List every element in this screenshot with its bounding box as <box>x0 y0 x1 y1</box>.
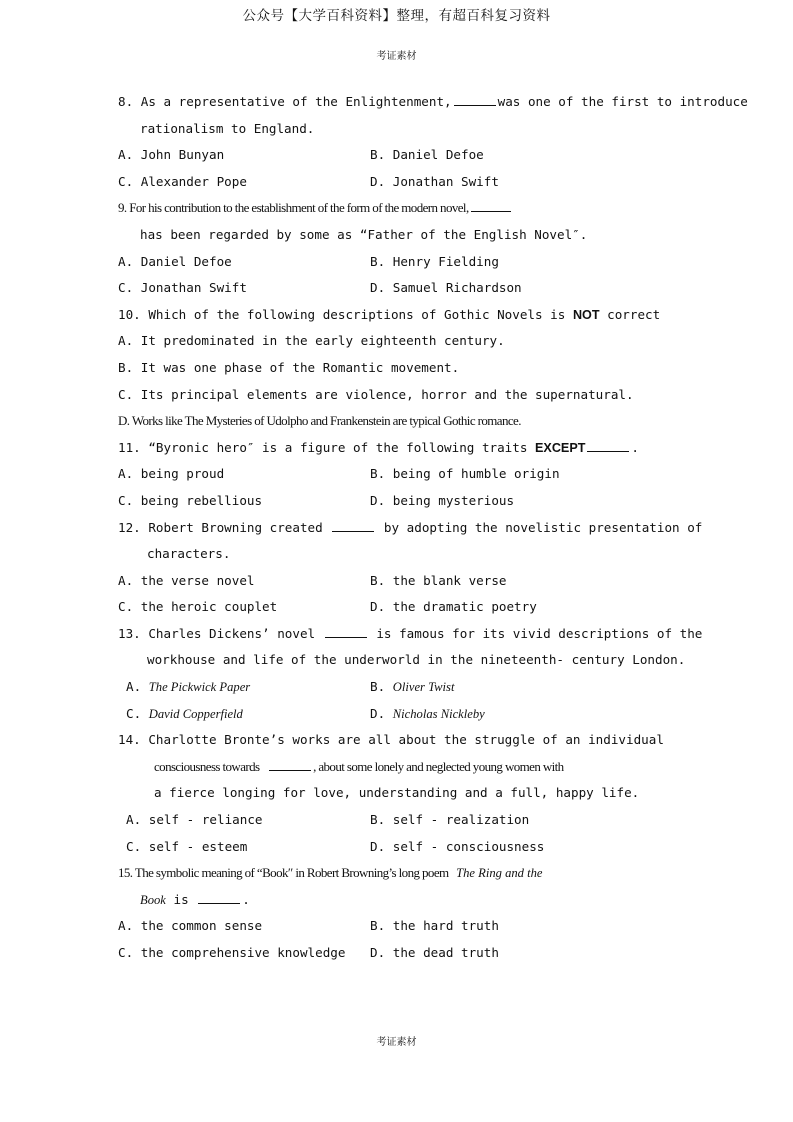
option-b: B. being of humble origin <box>370 466 560 482</box>
answer-blank <box>471 199 511 212</box>
question-9-options-ab <box>118 252 678 279</box>
question-10: 10. Which of the following descriptions of Gothic Novels is NOT correct <box>118 306 661 322</box>
option-d: D. being mysterious <box>370 492 515 508</box>
question-list <box>118 92 748 970</box>
question-13-options-cd <box>118 704 678 731</box>
question-8-options-ab <box>118 145 678 172</box>
question-14-options-ab <box>118 810 678 837</box>
option-a: A. the common sense <box>118 918 263 934</box>
option-c: C. being rebellious <box>118 492 263 508</box>
option-c: C. David Copperfield <box>126 705 243 721</box>
answer-blank <box>325 625 367 638</box>
question-8-options-cd <box>118 172 678 199</box>
question-9-options-cd <box>118 278 678 305</box>
question-12-cont: characters. <box>147 546 231 562</box>
question-15-options-ab <box>118 916 678 943</box>
option-b: B. Henry Fielding <box>370 253 499 269</box>
question-11: 11. “Byronic hero″ is a figure of the following traits EXCEPT . <box>118 439 640 455</box>
question-12-options-ab <box>118 571 678 598</box>
question-14-cont-1: consciousness towards , about some lonely and neglected young women with <box>154 758 564 774</box>
emphasis-except: EXCEPT <box>535 440 586 455</box>
option-a: A. The Pickwick Paper <box>126 679 251 695</box>
option-a: A. self - reliance <box>126 812 263 828</box>
answer-blank <box>587 439 629 452</box>
question-15-cont: Book is . <box>140 891 250 907</box>
question-14: 14. Charlotte Bronte’s works are all about the struggle of an individual <box>118 732 664 748</box>
answer-blank <box>269 758 311 771</box>
option-c: C. self - esteem <box>126 838 248 854</box>
option-c: C. the heroic couplet <box>118 599 278 615</box>
option-c: C. Jonathan Swift <box>118 280 247 296</box>
option-d: D. Nicholas Nickleby <box>370 705 485 721</box>
poem-title: The Ring and the <box>456 866 543 881</box>
option-b: B. It was one phase of the Romantic movement. <box>118 359 460 375</box>
question-13-cont: workhouse and life of the underworld in the nineteenth- century London. <box>147 652 686 668</box>
option-a: A. It predominated in the early eighteenth century. <box>118 333 505 349</box>
option-a: A. being proud <box>118 466 225 482</box>
option-d: D. Samuel Richardson <box>370 280 522 296</box>
question-11-options-ab <box>118 464 678 491</box>
question-8-cont: rationalism to England. <box>140 120 315 136</box>
option-a: A. John Bunyan <box>118 147 225 163</box>
running-footer: 考证素材 <box>376 1037 417 1048</box>
top-banner: 公众号【大学百科资料】整理，有超百科复习资料 <box>242 8 551 24</box>
running-header: 考证素材 <box>376 51 417 62</box>
option-b: B. the hard truth <box>370 918 499 934</box>
option-b: B. Daniel Defoe <box>370 147 484 163</box>
option-d: D. the dramatic poetry <box>370 599 537 615</box>
option-b: B. self - realization <box>370 812 530 828</box>
option-b: B. Oliver Twist <box>370 679 455 695</box>
answer-blank <box>332 519 374 532</box>
question-15: 15. The symbolic meaning of “Book″ in Robert Browning’s long poem The Ring and the <box>118 865 543 881</box>
question-9-cont: has been regarded by some as “Father of the English Novel″. <box>140 226 588 242</box>
option-b: B. the blank verse <box>370 572 507 588</box>
option-d: D. Works like The Mysteries of Udolpho and Frankenstein are typical Gothic romance. <box>118 413 521 429</box>
option-c: C. Alexander Pope <box>118 173 247 189</box>
question-13: 13. Charles Dickens’ novel is famous for its vivid descriptions of the <box>118 625 703 641</box>
option-d: D. Jonathan Swift <box>370 173 499 189</box>
answer-blank <box>198 891 240 904</box>
question-13-options-ab <box>118 677 678 704</box>
answer-blank <box>454 93 496 106</box>
question-14-cont-2: a fierce longing for love, understanding and a full, happy life. <box>154 785 640 801</box>
option-c: C. the comprehensive knowledge <box>118 945 346 960</box>
question-9: 9. For his contribution to the establishment of the form of the modern novel, <box>118 198 678 225</box>
question-14-options-cd <box>118 837 678 864</box>
option-c: C. Its principal elements are violence, horror and the supernatural. <box>118 386 634 402</box>
question-12: 12. Robert Browning created by adopting the novelistic presentation of <box>118 519 703 535</box>
option-a: A. Daniel Defoe <box>118 253 232 269</box>
option-d: D. self - consciousness <box>370 838 545 854</box>
emphasis-not: NOT <box>572 307 600 322</box>
question-12-options-cd <box>118 597 678 624</box>
question-11-options-cd <box>118 491 678 518</box>
option-d: D. the dead truth <box>370 945 499 960</box>
option-a: A. the verse novel <box>118 572 255 588</box>
question-8: 8. As a representative of the Enlightenment, was one of the first to introduce <box>118 94 748 109</box>
question-15-options-cd <box>118 943 678 970</box>
